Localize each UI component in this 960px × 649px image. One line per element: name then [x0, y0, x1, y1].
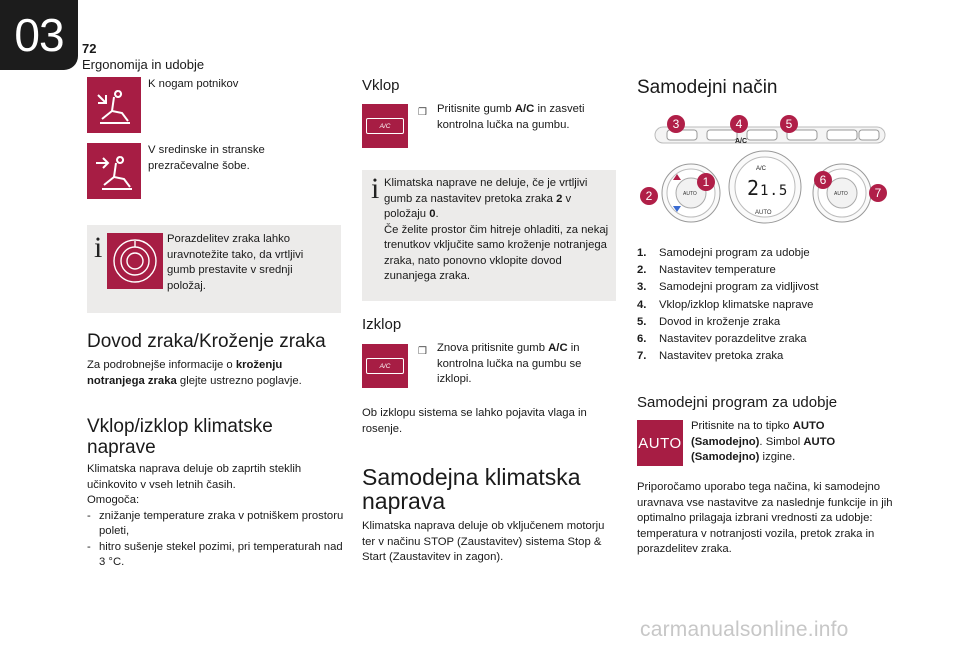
- callout-2: 2: [640, 187, 658, 205]
- panel-display-ac: A/C: [756, 166, 767, 172]
- comfort-text-bold: AUTO (Samodejno): [691, 435, 836, 463]
- chapter-title: Ergonomija in udobje: [82, 57, 205, 72]
- chapter-number: 03: [14, 9, 64, 61]
- auto-ac-title: Samodejna klimatska naprava: [362, 464, 581, 514]
- info-fan-text: [384, 176, 609, 285]
- onoff-bullet1-row: [87, 509, 347, 540]
- comfort-text-part: izgine.: [759, 451, 796, 463]
- list-num: 7.: [637, 350, 647, 363]
- callout-7: 7: [869, 184, 887, 202]
- ac-button-label: A/C: [366, 118, 404, 134]
- section-air-text: [87, 358, 342, 389]
- arrow-bullet: ❒: [418, 107, 427, 118]
- vklop-text-part: in zasveti kontrolna lučka na gumbu.: [437, 103, 585, 131]
- list-item: [637, 245, 897, 262]
- section-air-title: Dovod zraka/Kroženje zraka: [87, 331, 326, 352]
- izklop-text-part: Znova pritisnite gumb: [437, 342, 549, 354]
- info-fan-part: v položaju: [384, 192, 572, 220]
- comfort-text-part: . Simbol: [759, 435, 804, 448]
- list-num: 6.: [637, 333, 647, 346]
- distribution-knob-icon: [107, 233, 163, 289]
- list-item: [637, 348, 897, 365]
- list-item: [637, 297, 897, 314]
- comfort-text-bold: AUTO (Samodejno): [691, 420, 825, 448]
- comfort-text-part: Pritisnite na to tipko: [691, 420, 793, 432]
- list-num: 5.: [637, 315, 647, 328]
- onoff-text1: Klimatska naprava deluje ob zaprtih steklih učinkovito v vseh letnih časih.: [87, 463, 302, 491]
- section-onoff-title: Vklop/izklop klimatske naprave: [87, 416, 273, 458]
- list-item: [637, 279, 897, 296]
- info-fan-text2: Če želite prostor čim hitreje ohladiti, za nekaj trenutkov vključite samo kroženje notranjega zraka, nato ponovno vklopite dovod zunanjega zraka.: [384, 223, 609, 282]
- list-item: [637, 314, 897, 331]
- auto-mode-title: Samodejni način: [637, 77, 778, 98]
- izklop-note: Ob izklopu sistema se lahko pojavita vlaga in rosenje.: [362, 407, 587, 435]
- page-number: 72: [82, 41, 97, 56]
- callout-6: 6: [814, 171, 832, 189]
- chapter-tab: [0, 0, 78, 70]
- comfort-title: Samodejni program za udobje: [637, 394, 838, 411]
- callout-5: 5: [780, 115, 798, 133]
- onoff-bullet2-row: [87, 540, 347, 571]
- vklop-title: Vklop: [362, 77, 400, 94]
- info-box-distribution: [87, 225, 341, 313]
- panel-left-auto: AUTO: [683, 191, 697, 197]
- panel-display-auto: AUTO: [755, 210, 772, 216]
- auto-button-icon: AUTO: [637, 420, 683, 466]
- air-text-part: Za podrobnejše informacije o: [87, 359, 236, 371]
- info-fan-part: .: [435, 208, 439, 220]
- info-box-fan: [362, 170, 616, 301]
- list-text: Nastavitev porazdelitve zraka: [659, 333, 807, 346]
- panel-ac-label: A/C: [735, 138, 748, 145]
- vklop-text: [437, 102, 607, 133]
- izklop-text-bold: A/C: [548, 342, 568, 354]
- callout-3: 3: [667, 115, 685, 133]
- panel-right-auto: AUTO: [834, 191, 848, 197]
- panel-display-digits: 21.5: [747, 176, 789, 200]
- info-icon: i: [94, 231, 103, 264]
- list-text: Samodejni program za vidljivost: [659, 281, 819, 294]
- vents-label: V sredinske in stranske prezračevalne šobe.: [148, 144, 265, 172]
- callout-4: 4: [730, 115, 748, 133]
- ac-button-icon: [362, 104, 408, 148]
- info-fan-bold: 2: [556, 192, 563, 205]
- function-list: [637, 245, 897, 365]
- onoff-text2: Omogoča:: [87, 494, 140, 506]
- onoff-bullet1: znižanje temperature zraka v potniškem prostoru poleti,: [99, 509, 344, 537]
- izklop-title: Izklop: [362, 316, 402, 333]
- list-text: Nastavitev temperature: [659, 264, 776, 277]
- list-text: Nastavitev pretoka zraka: [659, 350, 784, 363]
- list-text: Dovod in kroženje zraka: [659, 315, 781, 328]
- list-item: [637, 262, 897, 279]
- list-text: Samodejni program za udobje: [659, 247, 810, 259]
- onoff-text: [87, 462, 347, 571]
- info-icon: i: [371, 172, 380, 205]
- air-text-part: glejte ustrezno poglavje.: [176, 374, 302, 387]
- info-distribution-text: Porazdelitev zraka lahko uravnotežite tako, da vrtljivi gumb prestavite v srednji položaj.: [167, 233, 304, 292]
- list-num: 2.: [637, 264, 647, 277]
- izklop-text: [437, 341, 607, 388]
- ac-button-label: A/C: [366, 358, 404, 374]
- vklop-text-part: Pritisnite gumb: [437, 103, 515, 115]
- face-vent-icon: [87, 143, 141, 199]
- comfort-paragraph: Priporočamo uporabo tega načina, ki samodejno uravnava vse nastavitve za naslednje funkcije in jih optimalno prilagaja izbrani vrednosti za udobje: temperatura v notranjosti vozila, pretok zraka in porazdelitev zraka.: [637, 481, 893, 555]
- onoff-bullet2: hitro sušenje stekel pozimi, pri temperaturah nad 3 °C.: [99, 540, 343, 568]
- auto-ac-text: Klimatska naprava deluje ob vključenem motorju ter v načinu STOP (Zaustavitev) sistema Stop & Start (Zaustavitev in zagon).: [362, 520, 605, 563]
- callout-1: 1: [697, 173, 715, 191]
- list-text: Vklop/izklop klimatske naprave: [659, 298, 814, 311]
- air-text-bold: kroženju notranjega zraka: [87, 359, 283, 387]
- list-num: 4.: [637, 298, 647, 311]
- info-fan-bold: 0: [429, 208, 436, 220]
- info-fan-part: Klimatska naprave ne deluje, če je vrtljivi gumb za nastavitev pretoka zraka: [384, 177, 588, 205]
- dash-bullet: -: [87, 540, 91, 553]
- watermark: carmanualsonline.info: [640, 618, 849, 641]
- arrow-bullet: ❒: [418, 346, 427, 357]
- comfort-text: [691, 419, 866, 466]
- list-num: 3.: [637, 281, 647, 294]
- climate-panel-diagram: [637, 110, 893, 232]
- izklop-text-part: in kontrolna lučka na gumbu se izklopi.: [437, 342, 582, 385]
- feet-label: K nogam potnikov: [148, 78, 239, 90]
- dash-bullet: -: [87, 509, 91, 522]
- list-item: [637, 331, 897, 348]
- feet-vent-icon: [87, 77, 141, 133]
- list-num: 1.: [637, 247, 647, 259]
- ac-button-icon: [362, 344, 408, 388]
- vklop-text-bold: A/C: [514, 103, 535, 115]
